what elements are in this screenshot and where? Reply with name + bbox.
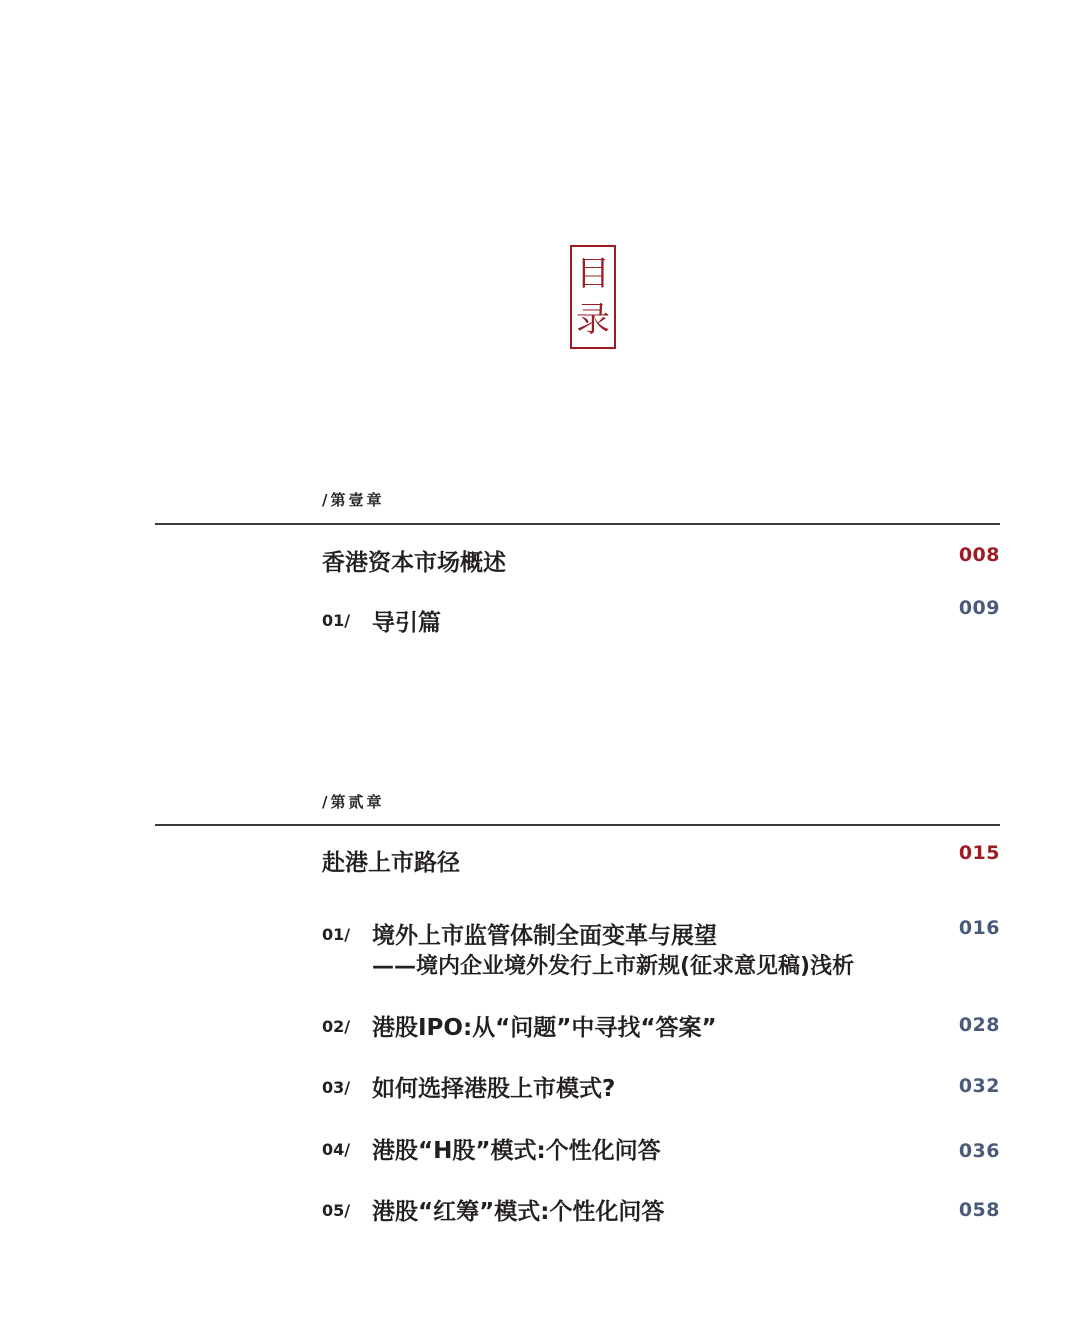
toc-item-page: 036 — [958, 1140, 1000, 1162]
toc-item-title: 境外上市监管体制全面变革与展望 — [372, 923, 717, 949]
chapter-1-page: 008 — [958, 544, 1000, 566]
chapter-2-title: 赴港上市路径 — [322, 850, 460, 876]
chapter-2-divider — [155, 824, 1000, 826]
toc-item-title: 如何选择港股上市模式? — [372, 1076, 616, 1102]
toc-item[interactable] — [322, 916, 1000, 980]
toc-item[interactable] — [322, 1008, 1000, 1042]
toc-item-number: 02/ — [322, 1017, 351, 1036]
toc-item-page: 058 — [958, 1199, 1000, 1221]
chapter-1-title: 香港资本市场概述 — [322, 550, 506, 576]
chapter-2-page: 015 — [958, 842, 1000, 864]
toc-title-box — [570, 245, 616, 349]
toc-item-page: 032 — [958, 1075, 1000, 1097]
chapter-1-entry[interactable] — [322, 544, 1000, 578]
toc-item-page: 016 — [958, 917, 1000, 939]
toc-item[interactable] — [322, 1192, 1000, 1226]
toc-item-number: 03/ — [322, 1078, 351, 1097]
toc-item-page: 009 — [958, 597, 1000, 619]
toc-item[interactable] — [322, 1131, 1000, 1165]
toc-item-number: 05/ — [322, 1201, 351, 1220]
toc-item-number: 01/ — [322, 925, 351, 944]
toc-item-page: 028 — [958, 1014, 1000, 1036]
toc-title-char-2: 录 — [576, 300, 610, 340]
chapter-2-label: /第贰章 — [322, 793, 385, 811]
toc-item-number: 04/ — [322, 1140, 351, 1159]
toc-item-title: 导引篇 — [372, 610, 441, 636]
toc-item[interactable] — [322, 1069, 1000, 1103]
toc-item-title: 港股“红筹”模式:个性化问答 — [372, 1199, 665, 1225]
chapter-2-entry[interactable] — [322, 844, 1000, 878]
chapter-1-label: /第壹章 — [322, 491, 385, 509]
toc-item[interactable] — [322, 597, 1000, 636]
chapter-1-divider — [155, 523, 1000, 525]
toc-item-subtitle: ——境内企业境外发行上市新规(征求意见稿)浅析 — [372, 954, 855, 979]
toc-item-title: 港股“H股”模式:个性化问答 — [372, 1138, 661, 1164]
toc-item-number: 01/ — [322, 611, 351, 630]
toc-item-title: 港股IPO:从“问题”中寻找“答案” — [372, 1015, 717, 1041]
toc-title-char-1: 目 — [576, 254, 610, 294]
